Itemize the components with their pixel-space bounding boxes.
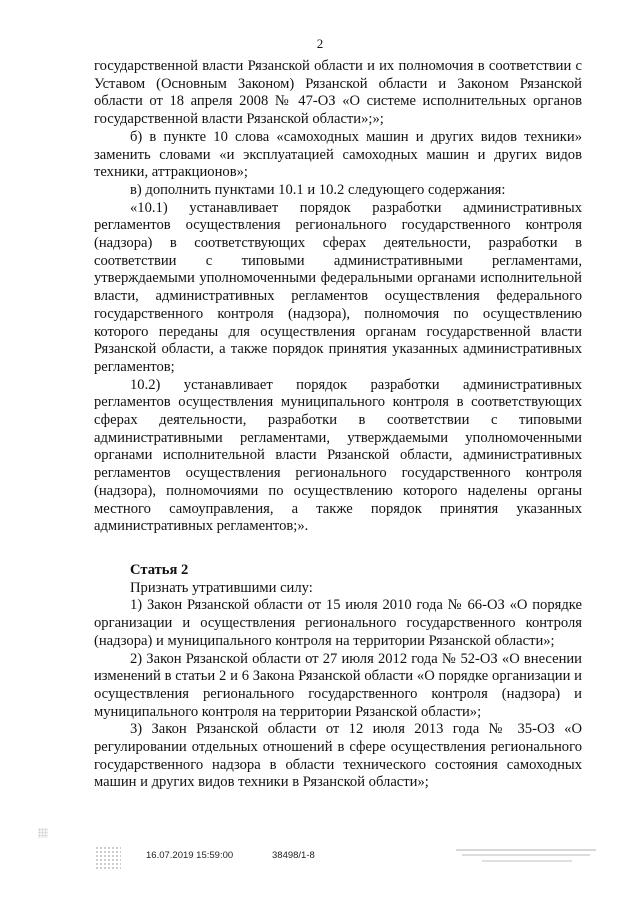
paragraph: в) дополнить пунктами 10.1 и 10.2 следующего содержания: [130, 181, 506, 198]
list-item: 2) Закон Рязанской области от 27 июля 2012 года № 52-ОЗ «О внесении изменений в статьи 2 и 6 Закона Рязанской области «О порядке организации и осуществления регионального государственного контроля (надзора) и муниципального контроля на территории Рязанской области»; [94, 650, 582, 720]
watermark-icon [452, 846, 602, 870]
footer-datetime: 16.07.2019 15:59:00 [146, 850, 234, 861]
paragraph: 10.2) устанавливает порядок разработки административных регламентов осуществления муниципального контроля в соответствующих сферах деятельности, разработки в соответствии с типовыми административными регламентами, утверждаемыми уполномоченными органами исполнительной власти Рязанской области, административных регламентов осуществления регионального государственного контроля (надзора), полномочиями по осуществлению которого наделены органы местного самоуправления, а также порядок принятия указанных административных регламентов;». [94, 376, 582, 535]
paragraph: б) в пункте 10 слова «самоходных машин и других видов техники» заменить словами «и эксплуатацией самоходных машин и других видов техники, аттракционов»; [94, 128, 582, 181]
article-intro: Признать утратившими силу: [130, 579, 313, 596]
list-item: 3) Закон Рязанской области от 12 июля 2013 года № 35-ОЗ «О регулировании отдельных отношений в сфере осуществления регионального государственного надзора в области технического состояния самоходных машин и других видов техники в Рязанской области»; [94, 721, 582, 791]
watermark-stamp [452, 846, 602, 873]
scan-mark [38, 828, 48, 838]
stamp-icon [95, 846, 121, 870]
paragraph: «10.1) устанавливает порядок разработки административных регламентов осуществления регионального государственного контроля (надзора) в соответствующих сферах деятельности, разработки в соответствии с типовыми административными регламентами, утверждаемыми уполномоченными федеральными органами исполнительной власти, административных регламентов осуществления федерального государственного контроля (надзора), полномочия по осуществлению которого переданы для осуществления органам государственной власти Рязанской области, а также порядок принятия указанных административных регламентов; [94, 199, 582, 375]
footer-reg-number: 38498/1-8 [272, 850, 315, 861]
document-body [94, 58, 582, 792]
paragraph: государственной власти Рязанской области и их полномочия в соответствии с Уставом (Основным Законом) Рязанской области и Законом Рязанской области от 18 апреля 2008 № 47-ОЗ «О системе исполнительных органов государственной власти Рязанской области»;»; [94, 58, 582, 128]
article-heading: Статья 2 [130, 561, 189, 578]
list-item: 1) Закон Рязанской области от 15 июля 2010 года № 66-ОЗ «О порядке организации и осуществления регионального государственного контроля (надзора) и муниципального контроля на территории Рязанской области»; [94, 597, 582, 649]
footer [0, 846, 640, 886]
page-number: 2 [316, 36, 324, 51]
